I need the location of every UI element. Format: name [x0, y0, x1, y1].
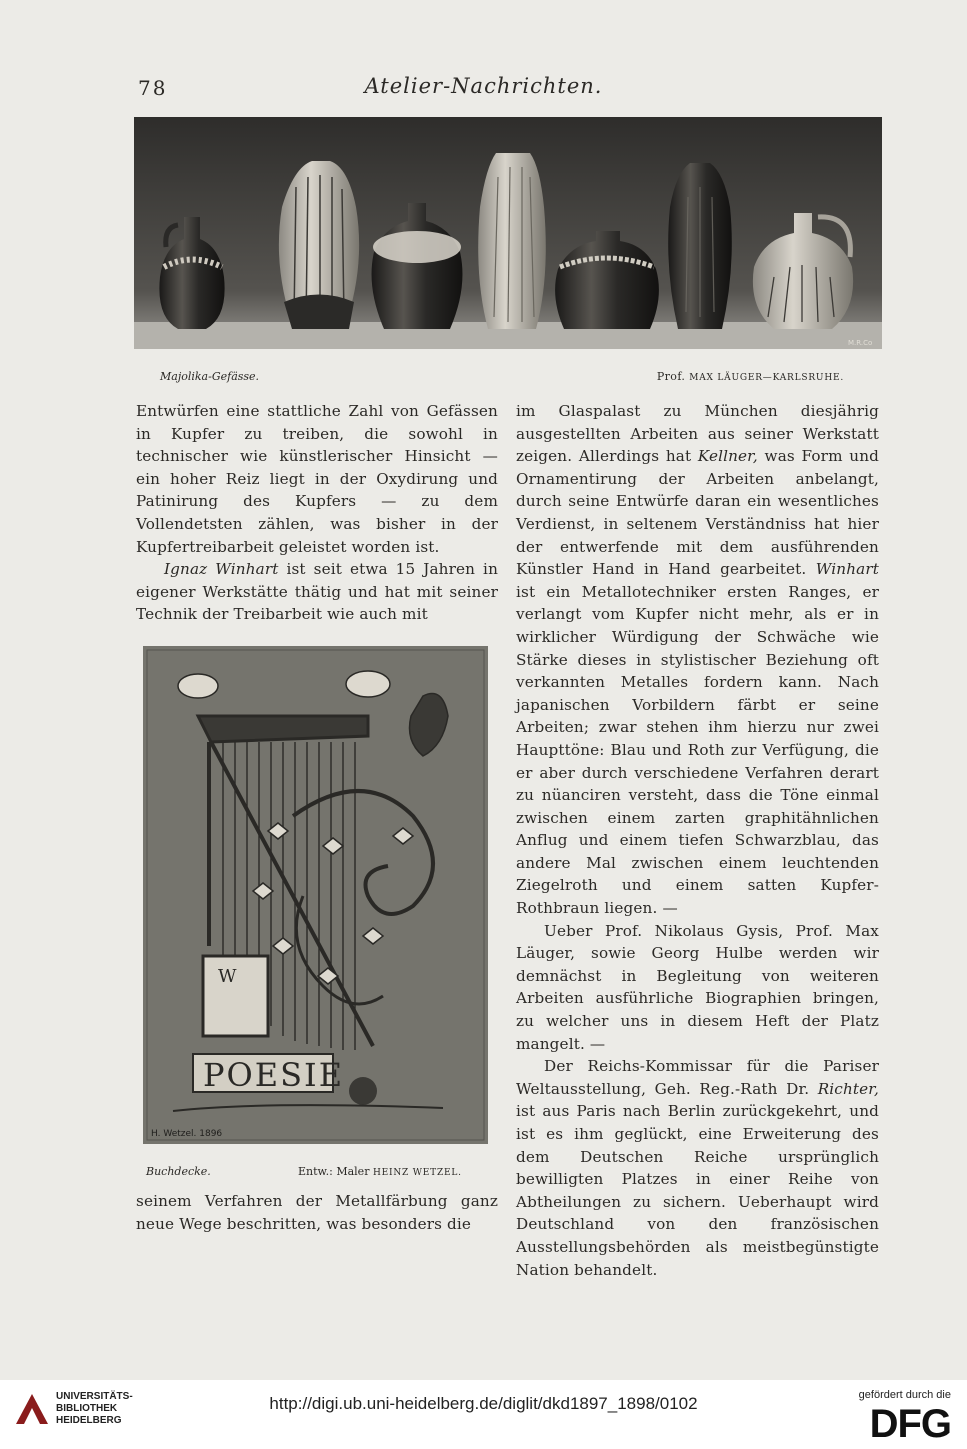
name-richter: Richter, [817, 1079, 879, 1098]
cover-signature: H. Wetzel. 1896 [151, 1129, 223, 1139]
right-paragraph-3 [516, 1055, 879, 1281]
funding-note: gefördert durch die [858, 1389, 951, 1401]
library-line-1: UNIVERSITÄTS- [56, 1391, 133, 1402]
vases-caption-artist: MAX LÄUGER—KARLSRUHE. [689, 373, 844, 383]
cover-caption-right [298, 1165, 462, 1178]
vase-tall-dark [668, 163, 732, 329]
right-column [516, 400, 879, 1281]
vases-monogram: M.R.Co [848, 339, 873, 347]
left-paragraph-2-text: ist seit etwa 15 Jahren in eigener Werkstätte thätig und hat mit seiner Technik der Treibarbeit wie auch mit [136, 560, 498, 624]
left-paragraph-3: seinem Verfahren der Metallfärbung ganz neue Wege beschritten, was besonders die [136, 1192, 498, 1233]
right-paragraph-1 [516, 400, 879, 920]
name-winhart-right: Winhart [815, 560, 879, 579]
right-paragraph-3a: Der Reichs-Kommissar für die Pariser Weltausstellung, Geh. Reg.-Rath Dr. [516, 1057, 879, 1098]
right-paragraph-1b: was Form und Ornamentirung der Arbeiten anbelangt, durch seine Entwürfe daran ein wesentliches Verdienst, in seltenem Verständniss hat hier der entwerfende mit dem ausführenden Künstler Hand in Hand gearbeitet. [516, 447, 879, 579]
page-number: 78 [138, 76, 168, 100]
dfg-logo: DFG [869, 1402, 951, 1446]
library-line-2: BIBLIOTHEK [56, 1403, 118, 1414]
running-title: Atelier-Nachrichten. [364, 74, 603, 98]
vases-caption-right [657, 370, 844, 383]
cover-caption-left: Buchdecke. [146, 1165, 211, 1178]
name-kellner: Kellner, [697, 447, 758, 466]
right-paragraph-3b: ist aus Paris nach Berlin zurückgekehrt, und ist es ihm geglückt, eine Erweiterung des dem Deutschen Reiche ursprünglich bewilligten Platzes in einer Reihe von Abtheilungen zu sichern. Ueberhaupt wird Deutschland von den französischen Ausstellungsbehörden als meistbegünstigte Nation behandelt. [516, 1102, 879, 1279]
left-paragraph-1: Entwürfen eine stattliche Zahl von Gefässen in Kupfer zu treiben, die sowohl in technischer wie künstlerischer Hinsicht — ein hoher Reiz liegt in der Oxydirung und Patinirung des Kupfers — zu dem Vollendetsten zählen, was bisher in der Kupfertreibarbeit geleistet worden ist. [136, 402, 498, 556]
library-line-3: HEIDELBERG [56, 1415, 122, 1426]
right-paragraph-1c: ist ein Metallotechniker ersten Ranges, er verlangt vom Kupfer nicht mehr, als er in wirklicher Würdigung der Schwäche wie Stärke dieses in stylistischer Beziehung oft verkannten Metalles fordern kann. Nach japanischen Vorbildern färbt er seine Arbeiten; zwar stehen ihm hierzu nur zwei Haupttöne: Blau und Roth zur Verfügung, die er aber durch verschiedene Verfahren derart zu nüanciren versteht, dass die Töne einmal zwischen einem zarten graphitähnlichen Anflug und einem tiefen Schwarzblau, das andere Mal zwischen einem leuchtenden Ziegelroth und einem satten Kupfer-Rothbraun liegen. — [516, 582, 879, 918]
left-column-top [136, 400, 498, 626]
permalink-url[interactable]: http://digi.ub.uni-heidelberg.de/diglit/dkd1897_1898/0102 [269, 1394, 698, 1413]
vases-photograph [134, 117, 882, 349]
right-paragraph-1a: im Glaspalast zu München diesjährig ausgestellten Arbeiten aus seiner Werkstatt zeigen. Allerdings hat [516, 402, 879, 466]
svg-text:W: W [218, 966, 237, 987]
cover-title: POESIE [203, 1056, 345, 1094]
cover-caption-prefix: Entw.: Maler [298, 1165, 373, 1178]
digitization-footer [0, 1380, 967, 1449]
vase-tall-white [478, 153, 546, 329]
vases-caption-left: Majolika-Gefässe. [160, 370, 260, 383]
name-winhart: Ignaz Winhart [164, 560, 279, 579]
left-column-bottom [136, 1190, 498, 1235]
cover-caption-artist: HEINZ WETZEL. [372, 1168, 462, 1178]
book-cover-illustration [143, 646, 488, 1144]
vase-tall-striped [279, 161, 359, 329]
vases-caption-prefix: Prof. [656, 370, 690, 383]
left-paragraph-2 [136, 558, 498, 626]
right-paragraph-2: Ueber Prof. Nikolaus Gysis, Prof. Max Läuger, sowie Georg Hulbe werden wir demnächst in Begleitung von weiteren Arbeiten ausführliche Biographien bringen, zu welcher uns in diesem Heft der Platz mangelt. — [516, 921, 879, 1053]
